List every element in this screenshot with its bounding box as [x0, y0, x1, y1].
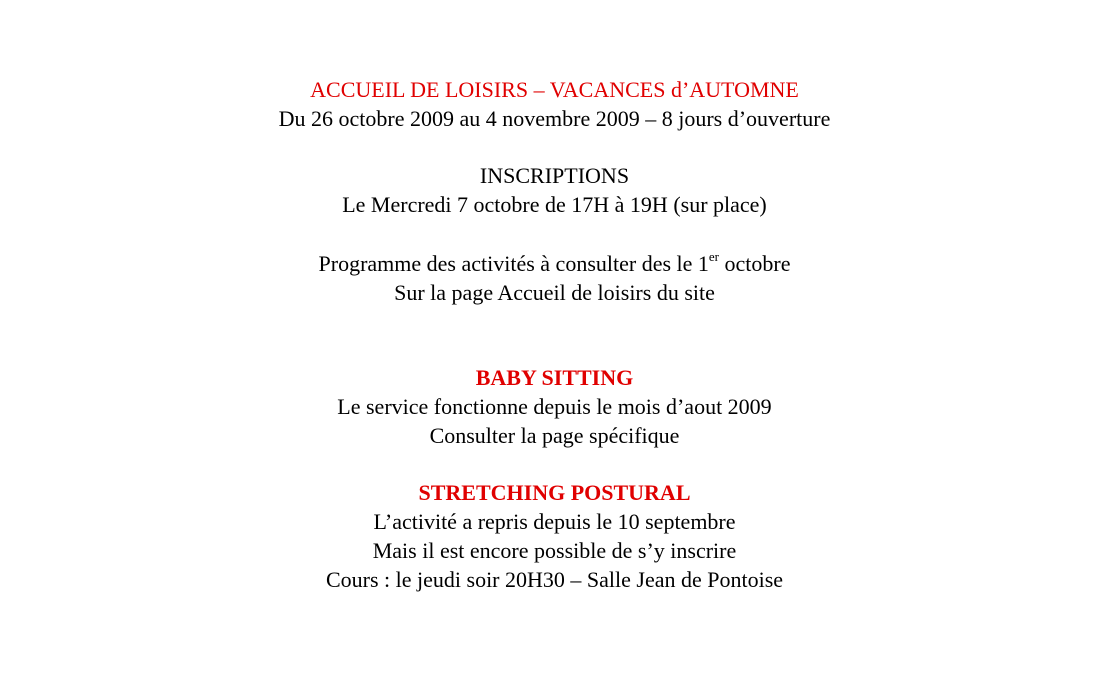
baby-sitting-line1: Le service fonctionne depuis le mois d’aout 2009	[337, 394, 772, 419]
programme-prefix: Programme des activités à consulter des le 1	[318, 251, 709, 276]
accueil-dates: Du 26 octobre 2009 au 4 novembre 2009 – 8 jours d’ouverture	[278, 106, 831, 131]
stretching-heading: STRETCHING POSTURAL	[418, 480, 691, 505]
programme-line	[0, 250, 1109, 281]
programme-where: Sur la page Accueil de loisirs du site	[394, 280, 715, 305]
stretching-line2: Mais il est encore possible de s’y inscrire	[372, 538, 737, 563]
stretching-line1: L’activité a repris depuis le 10 septembre	[373, 509, 736, 534]
inscriptions-heading: INSCRIPTIONS	[479, 163, 630, 188]
baby-sitting-line2: Consulter la page spécifique	[429, 423, 680, 448]
inscriptions-when: Le Mercredi 7 octobre de 17H à 19H (sur place)	[342, 192, 767, 217]
baby-sitting-heading: BABY SITTING	[475, 365, 634, 390]
accueil-title: ACCUEIL DE LOISIRS – VACANCES d’AUTOMNE	[310, 77, 799, 102]
stretching-line3: Cours : le jeudi soir 20H30 – Salle Jean de Pontoise	[325, 567, 784, 592]
programme-suffix: octobre	[719, 251, 791, 276]
programme-superscript: er	[708, 249, 720, 264]
